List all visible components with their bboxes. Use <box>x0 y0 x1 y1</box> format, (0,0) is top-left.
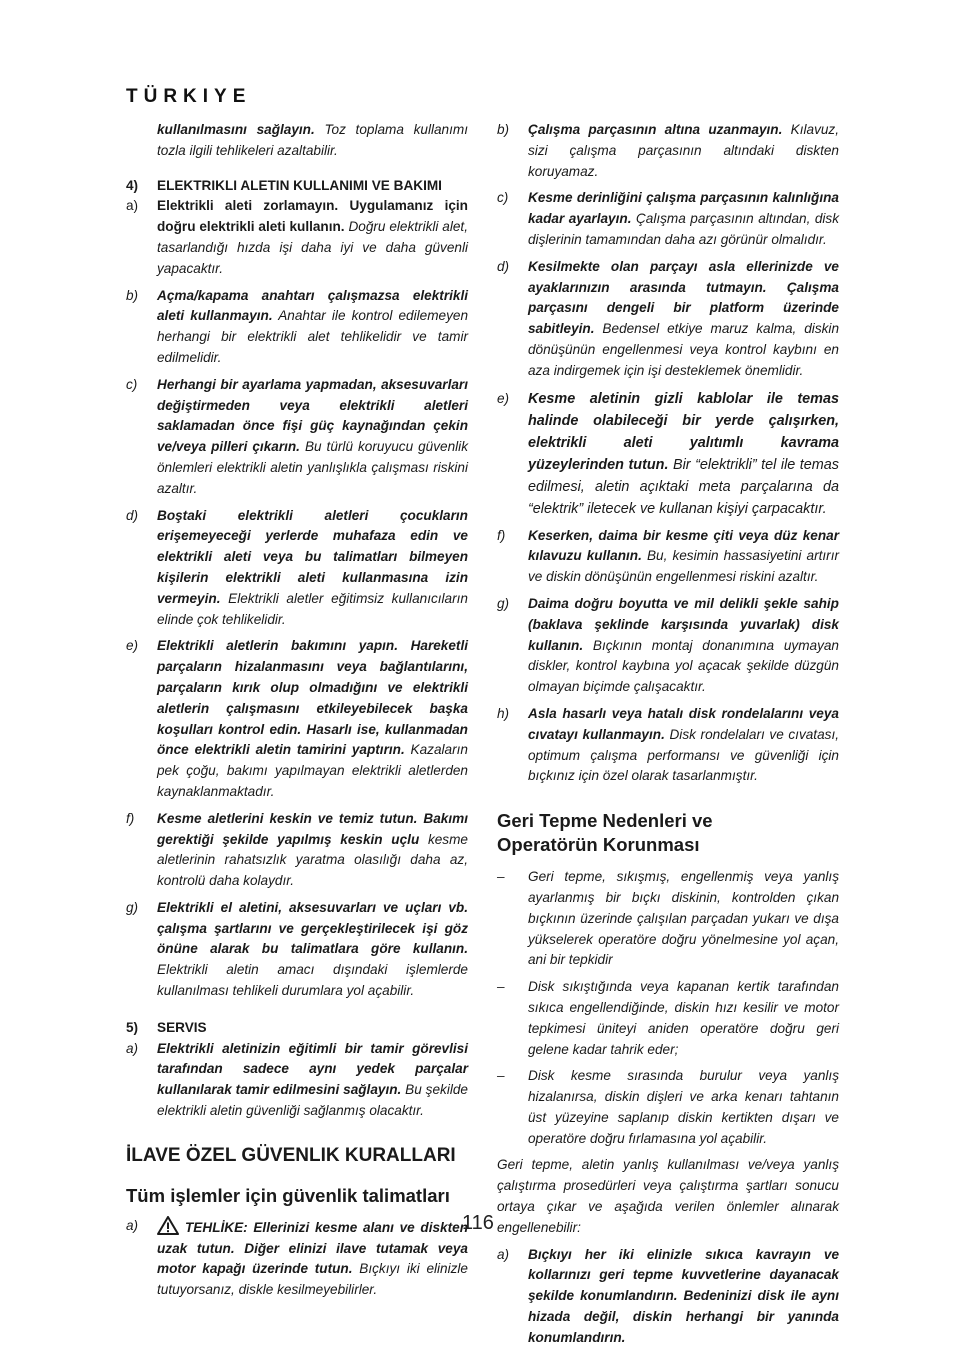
page-header: TÜRKIYE <box>126 86 252 107</box>
list-item-h: h) Asla hasarlı veya hatalı disk rondelalarını veya cıvatayı kullanmayın. Disk rondelaları ve cıvatası, optimum çalışma performansı ve güvenliği için bıçkınız için özel olarak tasarlanmıştır. <box>497 705 839 784</box>
list-item-4c: c) Herhangi bir ayarlama yapmadan, aksesuvarları değiştirmeden veya elektrikli aletleri saklamadan önce fişi güç kaynağından çekin ve/veya pilleri çıkarın. Bu türlü koruyucu güvenlik önlemleri elektrikli aletin yanlışlıkla çalışması riskini azaltır. <box>126 376 468 496</box>
intro-paragraph: kullanılmasını sağlayın. Toz toplama kullanımı tozla ilgili tehlikeleri azaltabilir. <box>157 122 468 158</box>
subheading-all-operations: Tüm işlemler için güvenlik talimatları <box>126 1184 450 1206</box>
dash-item-2: – Disk sıkıştığında veya kapanan kertik tarafından sıkıca engellendiğinde, diskin hızı kesilir ve motor tepkimesi üniteyi aniden operatöre doğru geri gelene kadar tahrik eder; <box>497 979 839 1057</box>
section-heading-kickback: Geri Tepme Nedenleri ve Operatörün Korunması <box>497 810 713 856</box>
list-item-c: c) Kesme derinliğini çalışma parçasının kalınlığına kadar ayarlayın. Çalışma parçasının altından, disk dişlerinin tamamından daha azı görünür olmalıdır. <box>497 190 839 247</box>
section-4-heading: 4) ELEKTRIKLI ALETIN KULLANIMI VE BAKIMI <box>126 177 442 193</box>
list-item-4a: a) Elektrikli aleti zorlamayın. Uygulamanız için doğru elektrikli aleti kullanın. Doğru elektrikli alet, tasarlandığı hızda işi daha iyi ve daha güvenli yapacaktır. <box>126 198 468 276</box>
kickback-paragraph: Geri tepme, aletin yanlış kullanılması ve/veya yanlış çalıştırma prosedürleri veya çalıştırma şartları sonucu ortaya çıkar ve aşağıda verilen önlemler alınarak engellenebilir: <box>497 1157 839 1235</box>
left-column <box>126 120 468 1307</box>
dash-item-1: – Geri tepme, sıkışmış, engellenmiş veya yanlış ayarlanmış bir bıçkı diskinin, kontrolden çıkan bıçkının üzerinde çalışılan parçadan yukarı ve dışa yükselerek operatöre doğru yönelmesine yol açan, ani bir tepkidir <box>497 869 839 968</box>
list-item-5a: a) Elektrikli aletinizin eğitimli bir tamir görevlisi tarafından sadece aynı yedek parçalar kullanılarak tamir edilmesini sağlayın. Bu şekilde elektrikli aletin güvenliği sağlanmış olacaktır. <box>126 1040 468 1119</box>
list-item-e: e) Kesme aletinin gizli kablolar ile temas halinde olabileceği bir yerde çalışırken, elektrikli aleti yalıtımlı kavrama yüzeylerinden tutun. Bir “elektrikli” tel ile temas edilmesi, aletin açıktaki meta parçalarına da “elektrik” iletecek ve kullanan kişiyi çarpacaktır. <box>497 390 839 517</box>
list-item-4e: e) Elektrikli aletlerin bakımını yapın. Hareketli parçaların hizalanmasını veya bağlantılarını, parçaların kırık olup olmadığını ve elektrikli aletlerin çalışmasını etkileyebilecek başka koşulları kontrol edin. Hasarlı ise, kullanmadan önce elektrikli aletin tamirini yaptırın. Kazaların pek çoğu, bakımı yapılmayan elektrikli aletlerden kaynaklanmaktadır. <box>126 638 468 799</box>
list-item-f: f) Keserken, daima bir kesme çiti veya düz kenar kılavuzu kullanın. Bu, kesimin hassasiyetini artırır ve diskin dönüşünün engellenmesi riskini azaltır. <box>497 527 839 585</box>
list-item-last-a: a) Bıçkıyı her iki elinizle sıkıca kavrayın ve kollarınızı geri tepme kuvvetlerine dayanacak şekilde konumlandırın. Bedeninizi disk ile aynı hizada değil, diskin herhangi bir yanında konumlandırın. <box>497 1246 839 1345</box>
list-item-g: g) Daima doğru boyutta ve mil delikli şekle sahip (baklava şeklinde karşısında yuvarlak) disk kullanın. Bıçkının montaj donanımına uymayan diskler, kontrol kaybına yol açacak şekilde düzgün olmayan biçimde çalışacaktır. <box>497 595 839 695</box>
list-item-d: d) Kesilmekte olan parçayı asla ellerinizde ve ayaklarınızın arasında tutmayın. Çalışma parçasını dengeli bir platform üzerinde sabitleyin. Bedensel etkiye maruz kalma, diskin dönüşünün engellenmesi veya kontrol kaybını en aza indirgemek için işi desteklemek önemlidir. <box>497 258 839 378</box>
list-item-4f: f) Kesme aletlerini keskin ve temiz tutun. Bakımı gerektiği şekilde yapılmış keskin uçlu kesme aletlerinin rahatsızlık yaratma olasılığı daha az, kontrolü daha kolaydır. <box>126 810 468 889</box>
dash-item-3: – Disk kesme sırasında burulur veya yanlış hizalanırsa, diskin dişleri ve arka kenarı tahtanın üst yüzeyine saplanıp diskin kertikten dışarı ve operatöre doğru fırlamasına yol açabilir. <box>497 1068 839 1146</box>
list-item-4b: b) Açma/kapama anahtarı çalışmazsa elektrikli aleti kullanmayın. Anahtar ile kontrol edilemeyen herhangi bir elektrikli alet tehlikelidir ve tamir edilmelidir. <box>126 287 469 365</box>
page-number: 116 <box>462 1212 494 1234</box>
list-item-b: b) Çalışma parçasının altına uzanmayın. Kılavuz, sizi çalışma parçasının altındaki diskten koruyamaz. <box>497 122 840 179</box>
list-item-4d: d) Boştaki elektrikli aletleri çocukların erişemeyeceği yerlerde muhafaza edin ve elektrikli aleti veya bu talimatları bilmeyen kişilerin elektrikli aleti kullanmasına izin vermeyin. Elektrikli aletler eğitimsiz kullanıcıların elinde çok tehlikelidir. <box>126 507 468 627</box>
right-column <box>497 120 839 1355</box>
list-item-4g: g) Elektrikli el aletini, aksesuvarları ve uçları vb. çalışma şartlarını ve gerçekleştirilecek işi göz önüne alarak bu talimatlara göre kullanın. Elektrikli aletin amacı dışındaki işlemlerde kullanılması tehlikeli durumlara yol açabilir. <box>126 899 468 999</box>
section-5-heading: 5) SERVIS <box>126 1019 207 1035</box>
list-item-danger: a) TEHLİKE: Ellerinizi kesme alanı ve diskten uzak tutun. Diğer elinizi ilave tutamak veya motor kapağı üzerinde tutun. Bıçkıyı iki elinizle tutuyorsanız, diskle kesilmeyebilirler. <box>126 1217 468 1298</box>
warning-triangle-icon <box>157 1216 179 1235</box>
section-heading-special-rules: İLAVE ÖZEL GÜVENLIK KURALLARI <box>126 1144 456 1166</box>
